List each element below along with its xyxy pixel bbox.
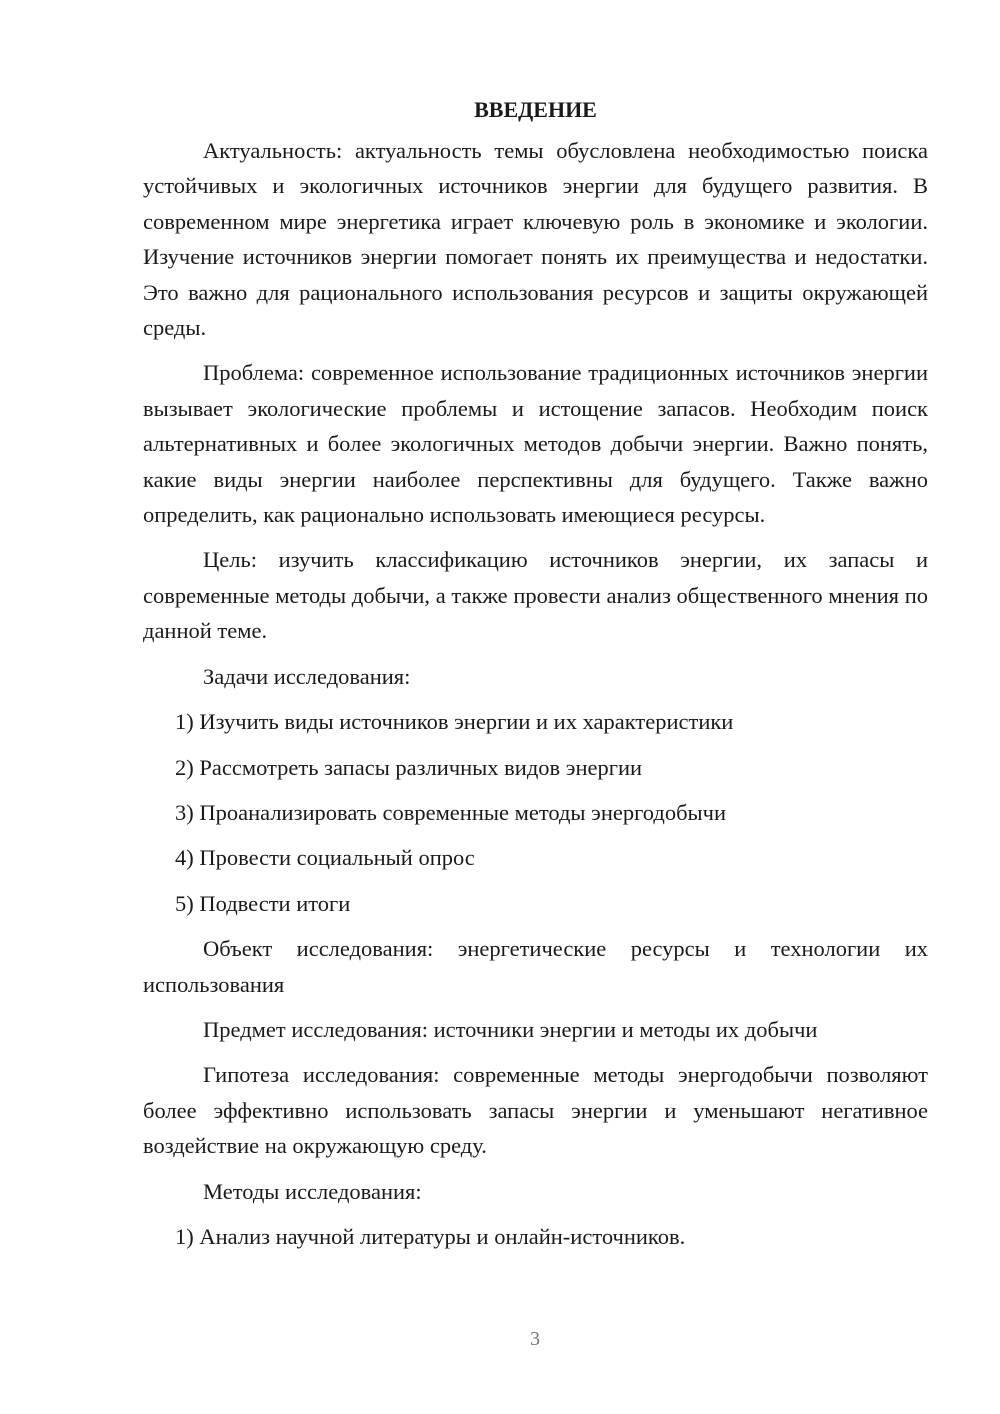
task-item: 3) Проанализировать современные методы энергодобычи <box>175 799 726 825</box>
page-title: ВВЕДЕНИЕ <box>474 97 597 122</box>
relevance-paragraph: Актуальность: актуальность темы обусловлена необходимостью поиска устойчивых и экологичных источников энергии для будущего развития. В современном мире энергетика играет ключевую роль в экономике и экологии. Изучение источников энергии помогает понять их преимущества и недостатки. Это важно для рационального использования ресурсов и защиты окружающей среды. <box>143 138 928 341</box>
task-item: 2) Рассмотреть запасы различных видов энергии <box>175 754 643 780</box>
problem-paragraph: Проблема: современное использование традиционных источников энергии вызывает экологические проблемы и истощение запасов. Необходим поиск альтернативных и более экологичных методов добычи энергии. Важно понять, какие виды энергии наиболее перспективны для будущего. Также важно определить, как рационально использовать имеющиеся ресурсы. <box>143 360 928 528</box>
methods-heading: Методы исследования: <box>203 1178 422 1204</box>
task-item: 1) Изучить виды источников энергии и их характеристики <box>175 709 734 735</box>
task-item: 5) Подвести итоги <box>175 890 351 916</box>
subject-paragraph: Предмет исследования: источники энергии и методы их добычи <box>203 1016 818 1042</box>
hypothesis-paragraph: Гипотеза исследования: современные методы энергодобычи позволяют более эффективно использовать запасы энергии и уменьшают негативное воздействие на окружающую среду. <box>143 1062 928 1159</box>
method-item: 1) Анализ научной литературы и онлайн-источников. <box>175 1223 686 1249</box>
object-paragraph: Объект исследования: энергетические ресурсы и технологии их использования <box>143 936 928 997</box>
tasks-heading: Задачи исследования: <box>203 663 411 689</box>
task-item: 4) Провести социальный опрос <box>175 845 475 871</box>
goal-paragraph: Цель: изучить классификацию источников энергии, их запасы и современные методы добычи, а также провести анализ общественного мнения по данной теме. <box>143 547 928 644</box>
document-page <box>143 92 928 1264</box>
page-number: 3 <box>530 1328 540 1350</box>
